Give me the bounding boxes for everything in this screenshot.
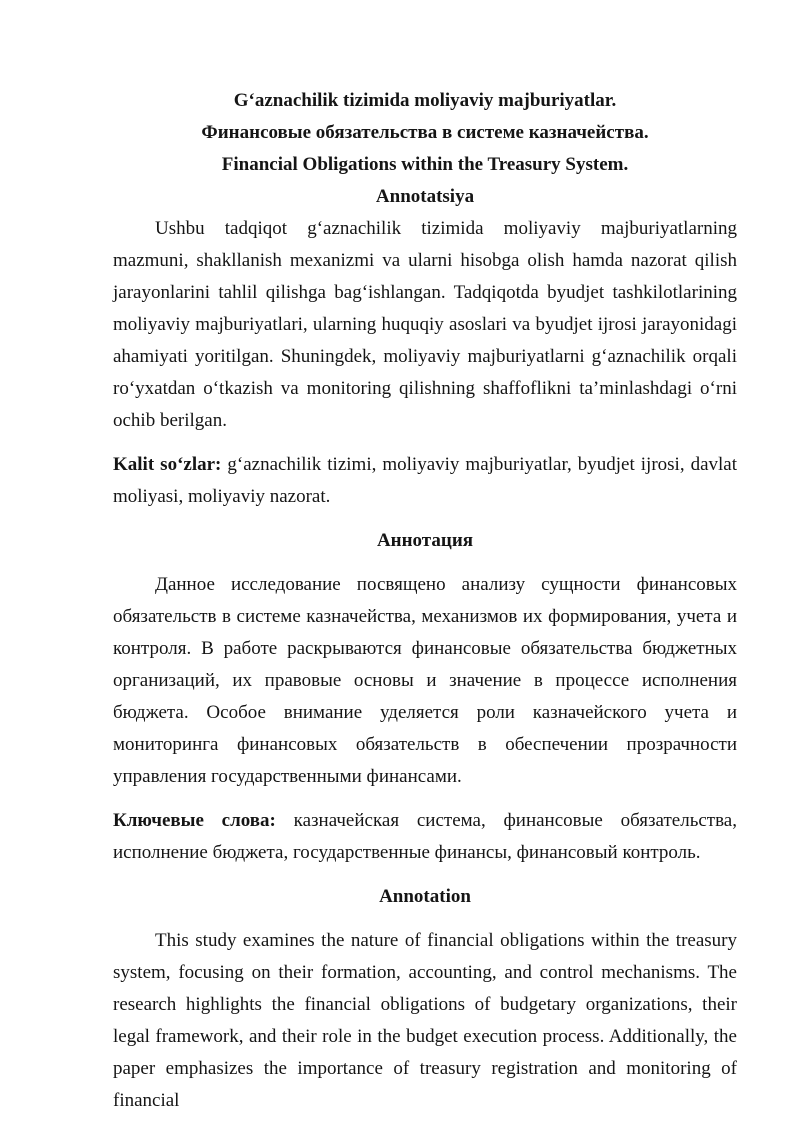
- abstract-uzbek: Ushbu tadqiqot g‘aznachilik tizimida moliyaviy majburiyatlarning mazmuni, shakllanish mexanizmi va ularni hisobga olish hamda nazorat qilish jarayonlarini tahlil qilishga bag‘ishlangan. Tadqiqotda byudjet tashkilotlarining moliyaviy majburiyatlari, ularning huquqiy asoslari va byudjet ijrosi jarayonidagi ahamiyati yoritilgan. Shuningdek, moliyaviy majburiyatlarni g‘aznachilik orqali ro‘yxatdan o‘tkazish va monitoring qilishning shaffoflikni ta’minlashdagi o‘rni ochib berilgan.: [113, 218, 737, 431]
- keywords-russian: [113, 805, 737, 869]
- paper-title-uzbek: G‘aznachilik tizimida moliyaviy majburiyatlar.: [233, 90, 617, 111]
- paper-title-english: Financial Obligations within the Treasury System.: [221, 154, 629, 175]
- keywords-text-uzbek: g‘aznachilik tizimi, moliyaviy majburiyatlar, byudjet ijrosi, davlat moliyasi, moliyaviy nazorat.: [113, 454, 737, 507]
- paper-title-russian: Финансовые обязательства в системе казначейства.: [201, 122, 649, 143]
- abstract-english: This study examines the nature of financial obligations within the treasury system, focusing on their formation, accounting, and control mechanisms. The research highlights the financial obligations of budgetary organizations, their legal framework, and their role in the budget execution process. Additionally, the paper emphasizes the importance of treasury registration and monitoring of financial: [113, 930, 737, 1111]
- section-heading-annotatsiya: Annotatsiya: [375, 186, 475, 207]
- keywords-label-uzbek: Kalit so‘zlar:: [113, 454, 222, 475]
- section-heading-annotacia: Аннотация: [376, 530, 474, 551]
- section-heading-annotation: Annotation: [379, 886, 471, 907]
- abstract-russian: Данное исследование посвящено анализу сущности финансовых обязательств в системе казначейства, механизмов их формирования, учета и контроля. В работе раскрываются финансовые обязательства бюджетных организаций, их правовые основы и значение в процессе исполнения бюджета. Особое внимание уделяется роли казначейского учета и мониторинга финансовых обязательств в обеспечении прозрачности управления государственными финансами.: [113, 574, 737, 787]
- keywords-uzbek: [113, 449, 737, 513]
- keywords-text-russian: казначейская система, финансовые обязательства, исполнение бюджета, государственные финансы, финансовый контроль.: [113, 810, 737, 863]
- keywords-label-russian: Ключевые слова:: [113, 810, 276, 831]
